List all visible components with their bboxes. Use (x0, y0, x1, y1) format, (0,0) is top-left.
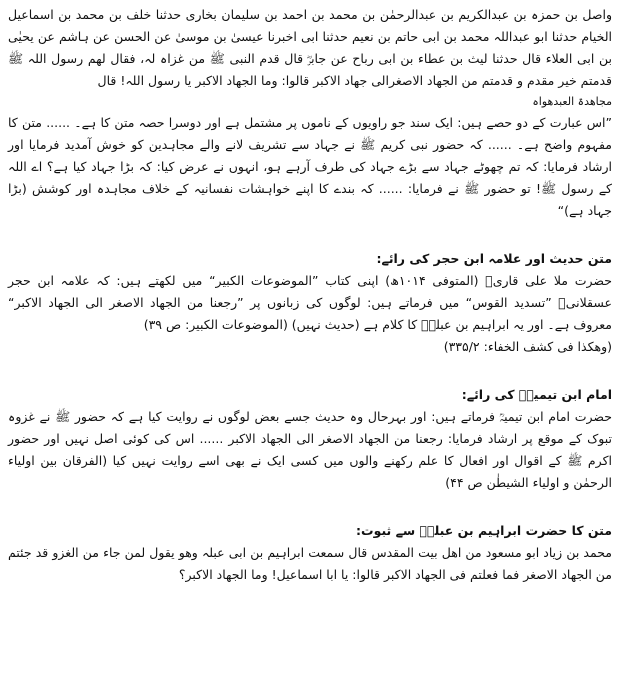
explanation-paragraph: ”اس عبارت کے دو حصے ہیں: ایک سند جو راویوں کے ناموں پر مشتمل ہے اور دوسرا حصہ متن کا ہے۔ ...... متن کا مفہوم واضح ہے۔ ...... کہ حضور نبی کریم ﷺ نے جہاد سے تشریف لانے والے مجاہدین کو خوش آمدید فرمایا اور ارشاد فرمایا: کہ تم چھوٹے جہاد سے بڑے جہاد کی طرف آرہے ہو، انہوں نے عرض کیا: کہ بڑا جہاد کیا ہے؟ اے اللہ کے رسول ﷺ! تو حضور ﷺ نے فرمایا: ...... کہ بندے کا اپنے خواہشات نفسانیہ کے خلاف مجاہدہ اور کوشش (بڑا جہاد ہے)“ (8, 115, 612, 218)
isnad-paragraph: واصل بن حمزہ بن عبدالکریم بن عبدالرحمٰن بن محمد بن احمد بن سلیمان بخاری حدثنا خلف بن محمد بن اسماعیل الخیام حدثنا ابو عبداللہ محمد بن ابی حاتم بن نعیم حدثنا ابی اخبرنا عیسیٰ بن موسیٰ عن الحسن عن ہاشم عن یحیٰی بن ابی العلاء قال حدثنا لیث بن عطاء بن ابی رباح عن جابرؓ قال قدم النبی ﷺ من غزاہ لہ، فقال لھم رسول اللہ ﷺ قدمتم خیر مقدم و قدمتم من الجھاد الاصغرالی جھاد الاکبر قالوا: وما الجھاد الاکبر یا رسول اللہ! قال (8, 7, 612, 88)
section-heading-ibrahim: متن کا حضرت ابراہیم بن عبلہؒ سے ثبوت: (356, 523, 612, 538)
ibrahim-paragraph: محمد بن زیاد ابو مسعود من اھل بیت المقدس قال سمعت ابراہیم بن ابی عبلہ وھو یقول لمن جاء من الغزو قد جئتم من الجھاد الاصغر فما فعلتم فی الجھاد الاکبر قالوا: یا ابا اسماعیل! وما الجھاد الاکبر؟ (8, 545, 612, 582)
section-gap (8, 222, 612, 248)
ibn-hajar-reference: (وھکذا فی کشف الخفاء: ۳۳۵/۲) (443, 339, 612, 354)
section-gap (8, 358, 612, 384)
ibn-taymiyyah-paragraph: حضرت امام ابن تیمیہؒ فرماتے ہیں: اور بہرحال وہ حدیث جسے بعض لوگوں نے روایت کیا ہے کہ حضور ﷺ نے غزوہ تبوک کے موقع پر ارشاد فرمایا: رجعنا من الجھاد الاصغر الی الجھاد الاکبر ...... اس کی کوئی اصل نہیں اور حضور اکرم ﷺ کے اقوال اور افعال کا علم رکھنے والوں میں کسی ایک نے بھی اسے روایت نہیں کیا (الفرقان بین اولیاء الرحمٰن و اولیاء الشیطٰن ص ۴۴) (8, 409, 612, 490)
section-gap (8, 494, 612, 520)
section-heading-ibn-hajar: متن حدیث اور علامہ ابن حجر کی رائے: (376, 251, 612, 266)
ibn-hajar-paragraph: حضرت ملا علی قاریؒ (المتوفی ۱۰۱۴ھ) اپنی کتاب ”الموضوعات الکبیر“ میں لکھتے ہیں: کہ علامہ ابن حجر عسقلانیؒ ”تسدید القوس“ میں فرماتے ہیں: لوگوں کی زبانوں پر ”رجعنا من الجھاد الاصغر الی الجھاد الاکبر“ معروف ہے۔ اور یہ ابراہیم بن عبلہؒ کا کلام ہے (حدیث نہیں) (الموضوعات الکبیر: ص ۳۹) (8, 273, 612, 332)
isnad-ending: مجاھدۃ العبدھواہ (532, 95, 612, 108)
section-heading-ibn-taymiyyah: امام ابن تیمیہؒ کی رائے: (461, 387, 612, 402)
